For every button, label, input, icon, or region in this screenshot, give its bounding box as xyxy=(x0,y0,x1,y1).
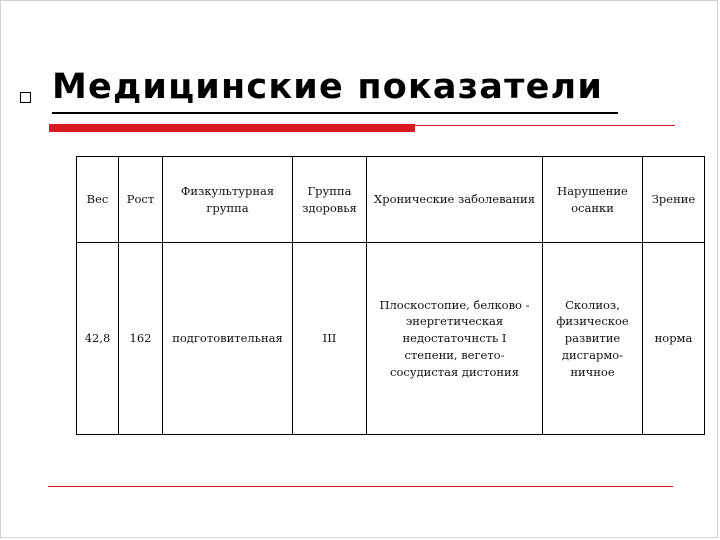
cell-pe-group: подготовительная xyxy=(163,243,293,435)
cell-posture: Сколиоз, физическое развитие дисгармо-ничное xyxy=(543,243,643,435)
cell-weight: 42,8 xyxy=(77,243,119,435)
cell-health-group: III xyxy=(293,243,367,435)
header-chronic-diseases: Хронические заболевания xyxy=(367,157,543,243)
table-header-row xyxy=(77,157,705,243)
medical-metrics-table xyxy=(76,156,705,435)
red-accent-line-top xyxy=(415,125,675,126)
header-vision: Зрение xyxy=(643,157,705,243)
cell-vision: норма xyxy=(643,243,705,435)
red-accent-line-bottom xyxy=(48,486,673,487)
title-underline xyxy=(52,112,618,114)
table-row xyxy=(77,243,705,435)
bullet-square-marker xyxy=(20,92,31,103)
header-health-group: Группа здоровья xyxy=(293,157,367,243)
header-posture: Нарушение осанки xyxy=(543,157,643,243)
header-height: Рост xyxy=(119,157,163,243)
cell-height: 162 xyxy=(119,243,163,435)
slide-title: Медицинские показатели xyxy=(52,67,604,107)
header-weight: Вес xyxy=(77,157,119,243)
header-pe-group: Физкультурная группа xyxy=(163,157,293,243)
cell-chronic-diseases: Плоскостопие, белково - энергетическая недостаточнсть I степени, вегето-сосудистая дистония xyxy=(367,243,543,435)
red-accent-bar xyxy=(49,124,415,132)
